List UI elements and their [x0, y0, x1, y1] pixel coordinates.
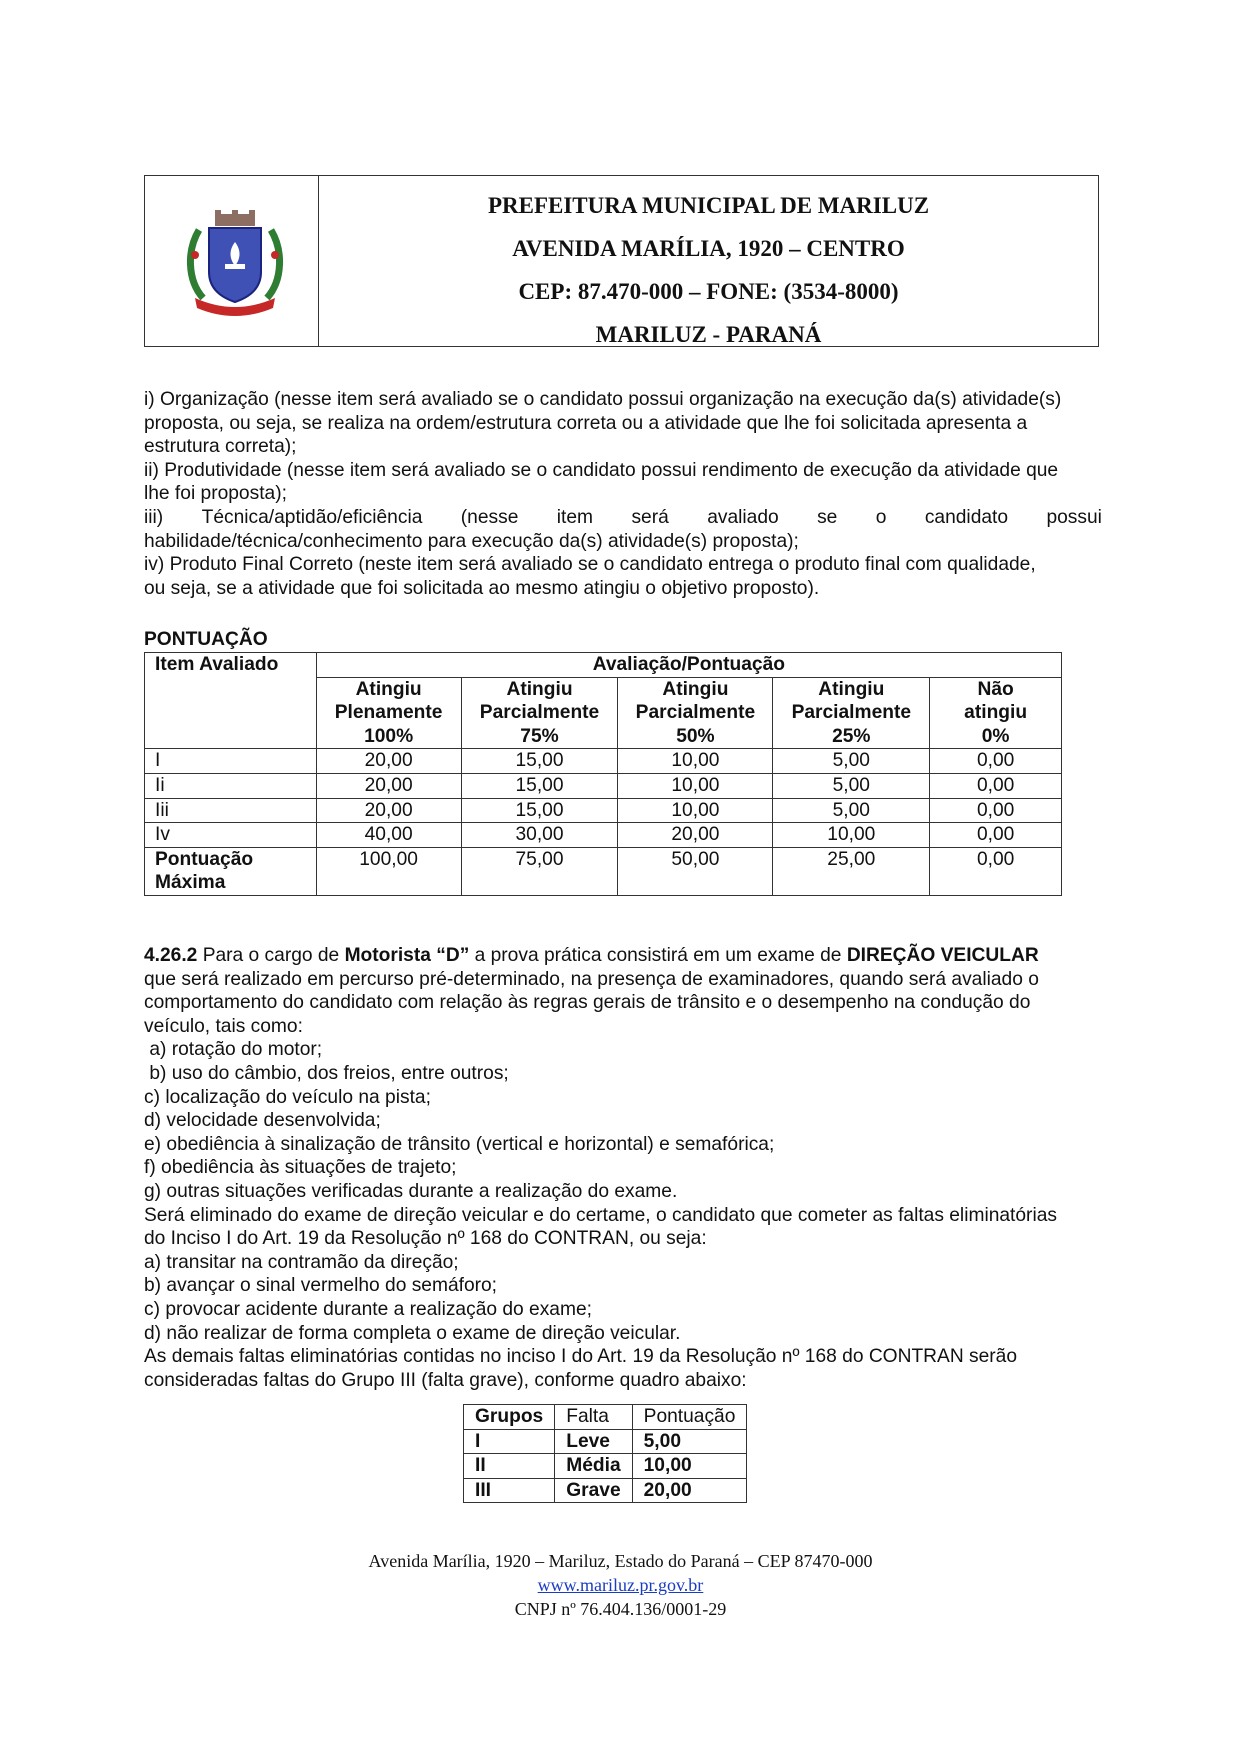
criterion-i-line: proposta, ou seja, se realiza na ordem/estrutura correta ou a atividade que lhe foi solicitada apresenta a [144, 412, 1028, 434]
paragraph-line: do Inciso I do Art. 19 da Resolução nº 168 do CONTRAN, ou seja: [144, 1228, 707, 1250]
list-item: d) não realizar de forma completa o exame de direção veicular. [144, 1322, 681, 1344]
table-row [145, 653, 1062, 678]
row-label: I [145, 749, 317, 774]
row-label: Iii [145, 798, 317, 823]
column-header: Pontuação [632, 1405, 747, 1430]
table-cell: 25,00 [773, 847, 930, 895]
table-row [145, 798, 1062, 823]
table-cell: 20,00 [618, 823, 773, 848]
text: a prova prática consistirá em um exame de [469, 945, 847, 966]
table-cell: 10,00 [618, 773, 773, 798]
letterhead-text [319, 176, 1098, 346]
table-row [464, 1405, 747, 1430]
table-cell: Grave [555, 1478, 632, 1503]
word: iii) [144, 506, 164, 528]
criterion-iv-line: iv) Produto Final Correto (neste item será avaliado se o candidato entrega o produto final com qualidade, [144, 554, 1036, 576]
table-row [464, 1429, 747, 1454]
paragraph-line: consideradas faltas do Grupo III (falta grave), conforme quadro abaixo: [144, 1369, 747, 1391]
criterion-i-line: i) Organização (nesse item será avaliado se o candidato possui organização na execução da(s) atividade(s) [144, 389, 1062, 410]
table-row [464, 1454, 747, 1479]
row-label: Ii [145, 773, 317, 798]
table-cell: Média [555, 1454, 632, 1479]
letterhead [144, 175, 1099, 347]
text: Para o cargo de [197, 945, 345, 966]
list-item: b) uso do câmbio, dos freios, entre outros; [144, 1062, 509, 1084]
list-item: c) provocar acidente durante a realização do exame; [144, 1298, 592, 1320]
table-cell: II [464, 1454, 555, 1479]
group-header: Avaliação/Pontuação [316, 653, 1061, 678]
table-cell: 20,00 [316, 798, 461, 823]
table-row [145, 823, 1062, 848]
website-link[interactable]: www.mariluz.pr.gov.br [537, 1575, 704, 1595]
municipal-coat-of-arms-icon [185, 210, 285, 320]
table-row [145, 773, 1062, 798]
paragraph-line: Será eliminado do exame de direção veicular e do certame, o candidato que cometer as faltas eliminatórias [144, 1204, 1057, 1226]
column-header: Não atingiu 0% [930, 677, 1062, 749]
section-number: 4.26.2 [144, 945, 198, 966]
table-cell: 10,00 [632, 1454, 747, 1479]
postal-phone: CEP: 87.470-000 – FONE: (3534-8000) [518, 279, 899, 304]
paragraph-line: veículo, tais como: [144, 1015, 303, 1037]
item-header: Item Avaliado [145, 653, 317, 749]
footer-address: Avenida Marília, 1920 – Mariluz, Estado do Paraná – CEP 87470-000 [368, 1551, 873, 1571]
word: (nesse [460, 506, 519, 528]
table-cell: 100,00 [316, 847, 461, 895]
list-item: a) rotação do motor; [144, 1039, 323, 1061]
table-cell: 30,00 [461, 823, 618, 848]
criterion-iii-line [144, 506, 1102, 530]
footer-cnpj: CNPJ nº 76.404.136/0001-29 [514, 1599, 727, 1619]
paragraph-line: que será realizado em percurso pré-determinado, na presença de examinadores, quando será avaliado o [144, 968, 1039, 990]
column-header: Atingiu Parcialmente 25% [773, 677, 930, 749]
table-cell: 15,00 [461, 749, 618, 774]
exam-name: DIREÇÃO VEICULAR [846, 945, 1039, 966]
paragraph-line: comportamento do candidato com relação às regras gerais de trânsito e o desempenho na condução do [144, 992, 1031, 1014]
table-cell: III [464, 1478, 555, 1503]
word: candidato [924, 506, 1009, 528]
table-cell: 50,00 [618, 847, 773, 895]
list-item: e) obediência à sinalização de trânsito (vertical e horizontal) e semafórica; [144, 1133, 775, 1155]
table-cell: 5,00 [773, 749, 930, 774]
table-cell: Leve [555, 1429, 632, 1454]
criteria-list [144, 388, 1102, 600]
word: será [631, 506, 669, 528]
list-item: a) transitar na contramão da direção; [144, 1251, 459, 1273]
score-heading: PONTUAÇÃO [144, 629, 268, 650]
table-cell: I [464, 1429, 555, 1454]
word: o [875, 506, 887, 528]
street-address: AVENIDA MARÍLIA, 1920 – CENTRO [512, 236, 905, 261]
column-header: Atingiu Parcialmente 50% [618, 677, 773, 749]
table-cell: 0,00 [930, 749, 1062, 774]
table-cell: 5,00 [773, 798, 930, 823]
table-cell: 20,00 [316, 773, 461, 798]
table-cell: 0,00 [930, 847, 1062, 895]
word: possui [1046, 506, 1102, 528]
table-cell: 0,00 [930, 773, 1062, 798]
list-item: g) outras situações verificadas durante a realização do exame. [144, 1180, 678, 1202]
table-cell: 5,00 [632, 1429, 747, 1454]
word: item [556, 506, 594, 528]
table-cell: 10,00 [618, 798, 773, 823]
table-cell: 20,00 [632, 1478, 747, 1503]
table-cell: 10,00 [618, 749, 773, 774]
table-cell: 0,00 [930, 823, 1062, 848]
criterion-iv-line: ou seja, se a atividade que foi solicitada ao mesmo atingiu o objetivo proposto). [144, 577, 820, 599]
column-header: Falta [555, 1405, 632, 1430]
table-cell: 15,00 [461, 773, 618, 798]
fault-groups-table [463, 1404, 747, 1503]
section-intro [144, 944, 1102, 968]
page-footer [0, 1549, 1241, 1621]
table-row [464, 1478, 747, 1503]
word: se [817, 506, 838, 528]
column-header: Atingiu Plenamente 100% [316, 677, 461, 749]
list-item: d) velocidade desenvolvida; [144, 1110, 381, 1132]
city-state: MARILUZ - PARANÁ [595, 322, 822, 347]
logo-cell [145, 176, 319, 346]
list-item: f) obediência às situações de trajeto; [144, 1157, 457, 1179]
table-cell: 0,00 [930, 798, 1062, 823]
table-cell: 10,00 [773, 823, 930, 848]
word: avaliado [707, 506, 779, 528]
table-cell: 40,00 [316, 823, 461, 848]
section-4-26-2 [144, 944, 1102, 1392]
criterion-iii-line: habilidade/técnica/conhecimento para execução da(s) atividade(s) proposta); [144, 530, 799, 552]
criterion-ii-line: ii) Produtividade (nesse item será avaliado se o candidato possui rendimento de execução da atividade que [144, 459, 1059, 481]
row-label: Iv [145, 823, 317, 848]
column-header: Atingiu Parcialmente 75% [461, 677, 618, 749]
role-name: Motorista “D” [344, 945, 470, 966]
table-row [145, 749, 1062, 774]
paragraph-line: As demais faltas eliminatórias contidas no inciso I do Art. 19 da Resolução nº 168 do CONTRAN serão [144, 1346, 1018, 1368]
word: Técnica/aptidão/eficiência [201, 506, 423, 528]
total-label: Pontuação Máxima [145, 847, 317, 895]
table-row [145, 847, 1062, 895]
table-cell: 75,00 [461, 847, 618, 895]
criterion-ii-line: lhe foi proposta); [144, 483, 287, 505]
criterion-i-line: estrutura correta); [144, 436, 297, 458]
table-cell: 15,00 [461, 798, 618, 823]
score-table [144, 652, 1062, 896]
table-cell: 5,00 [773, 773, 930, 798]
list-item: b) avançar o sinal vermelho do semáforo; [144, 1275, 498, 1297]
municipality-name: PREFEITURA MUNICIPAL DE MARILUZ [487, 193, 930, 218]
list-item: c) localização do veículo na pista; [144, 1086, 431, 1108]
column-header: Grupos [464, 1405, 555, 1430]
table-cell: 20,00 [316, 749, 461, 774]
